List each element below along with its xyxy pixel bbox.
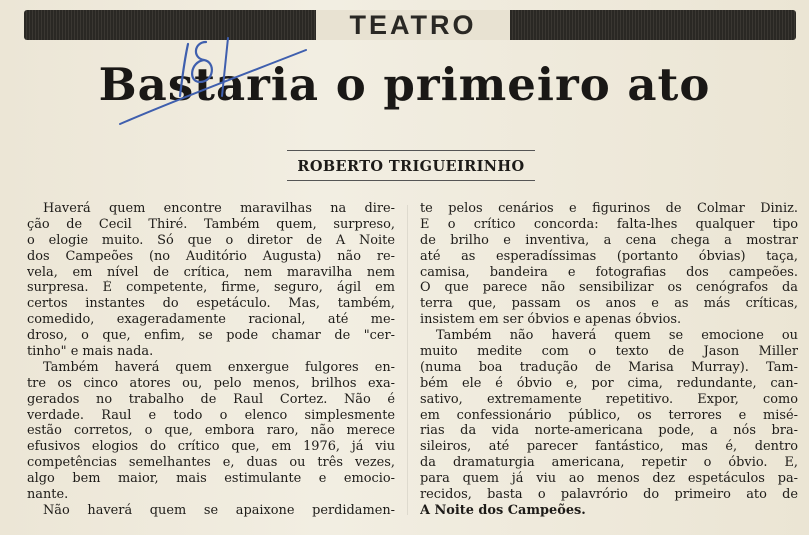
text-line: (numa boa tradução de Marisa Murray). Tam- bbox=[420, 359, 798, 375]
text-line: da dramaturgia americana, repetir o óbvio. E, bbox=[420, 455, 798, 471]
text-line: terra que, passam os anos e as más críticas, bbox=[420, 296, 798, 312]
text-line: competências semelhantes e, duas ou três vezes, bbox=[27, 455, 395, 471]
text-line: de brilho e inventiva, a cena chega a mostrar bbox=[420, 232, 798, 248]
text-line: nante. bbox=[27, 487, 69, 503]
text-line: Também haverá quem enxergue fulgores en- bbox=[43, 359, 395, 375]
text-line: tre os cinco atores ou, pelo menos, brilhos exa- bbox=[27, 375, 395, 391]
text-line: efusivos elogios do crítico que, em 1976, já viu bbox=[27, 439, 395, 455]
text-line: O que parece não sensibilizar os cenógrafos da bbox=[420, 280, 798, 296]
text-line: bém ele é óbvio e, por cima, redundante, can- bbox=[420, 375, 798, 391]
text-line: droso, o que, enfim, se pode chamar de "cer- bbox=[27, 328, 395, 344]
text-line: até as esperadíssimas (portanto óbvias) taça, bbox=[420, 248, 798, 264]
text-line: vela, em nível de crítica, nem maravilha nem bbox=[27, 264, 395, 280]
text-line: certos instantes do espetáculo. Mas, também, bbox=[27, 296, 395, 312]
text-line: surpresa. É competente, firme, seguro, ágil em bbox=[27, 280, 395, 296]
section-label: TEATRO bbox=[316, 10, 510, 40]
text-line: o elogie muito. Só que o diretor de A Noite bbox=[27, 232, 395, 248]
text-line: camisa, bandeira e fotografias dos campeões. bbox=[420, 264, 798, 280]
column-divider bbox=[407, 205, 408, 515]
text-line: rias da vida norte-americana pode, a nós bra- bbox=[420, 423, 798, 439]
text-line: muito medite com o texto de Jason Miller bbox=[420, 344, 798, 360]
text-line: para quem já viu ao menos dez espetáculos pa- bbox=[420, 471, 798, 487]
text-line: te pelos cenários e figurinos de Colmar Diniz. bbox=[420, 201, 798, 216]
text-line: Também não haverá quem se emocione ou bbox=[436, 328, 798, 344]
text-line: em confessionário público, os terrores e misé- bbox=[420, 407, 798, 423]
text-line: comedido, exageradamente racional, até me- bbox=[27, 312, 395, 328]
text-line: sileiros, até parecer fantástico, mas é, dentro bbox=[420, 439, 798, 455]
text-line: insistem em ser óbvios e apenas óbvios. bbox=[420, 312, 682, 328]
headline: Bastaria o primeiro ato bbox=[98, 58, 711, 111]
article-column-left bbox=[27, 201, 395, 519]
text-line: ção de Cecil Thiré. Também quem, surpreso, bbox=[27, 216, 395, 232]
text-line: verdade. Raul e todo o elenco simplesmente bbox=[27, 407, 395, 423]
text-line: E o crítico concorda: falta-lhes qualquer tipo bbox=[420, 216, 798, 232]
byline-rule-bottom bbox=[287, 180, 535, 181]
text-line: Haverá quem encontre maravilhas na dire- bbox=[43, 201, 395, 216]
text-line: sativo, extremamente repetitivo. Expor, como bbox=[420, 391, 798, 407]
text-line: Não haverá quem se apaixone perdidamen- bbox=[43, 502, 395, 518]
text-line: tinho" e mais nada. bbox=[27, 344, 154, 360]
text-line: A Noite dos Campeões. bbox=[420, 502, 586, 518]
article-column-right bbox=[420, 201, 798, 519]
text-line: recidos, basta o palavrório do primeiro ato de bbox=[420, 487, 798, 503]
text-line: gerados no trabalho de Raul Cortez. Não é bbox=[27, 391, 395, 407]
text-line: dos Campeões (no Auditório Augusta) não re- bbox=[27, 248, 395, 264]
handwritten-pen-mark bbox=[110, 28, 310, 138]
text-line: estão corretos, o que, embora raro, não merece bbox=[27, 423, 395, 439]
text-line: algo bem maior, mais estimulante e emocio- bbox=[27, 471, 395, 487]
byline: ROBERTO TRIGUEIRINHO bbox=[297, 158, 525, 175]
byline-rule-top bbox=[287, 150, 535, 151]
